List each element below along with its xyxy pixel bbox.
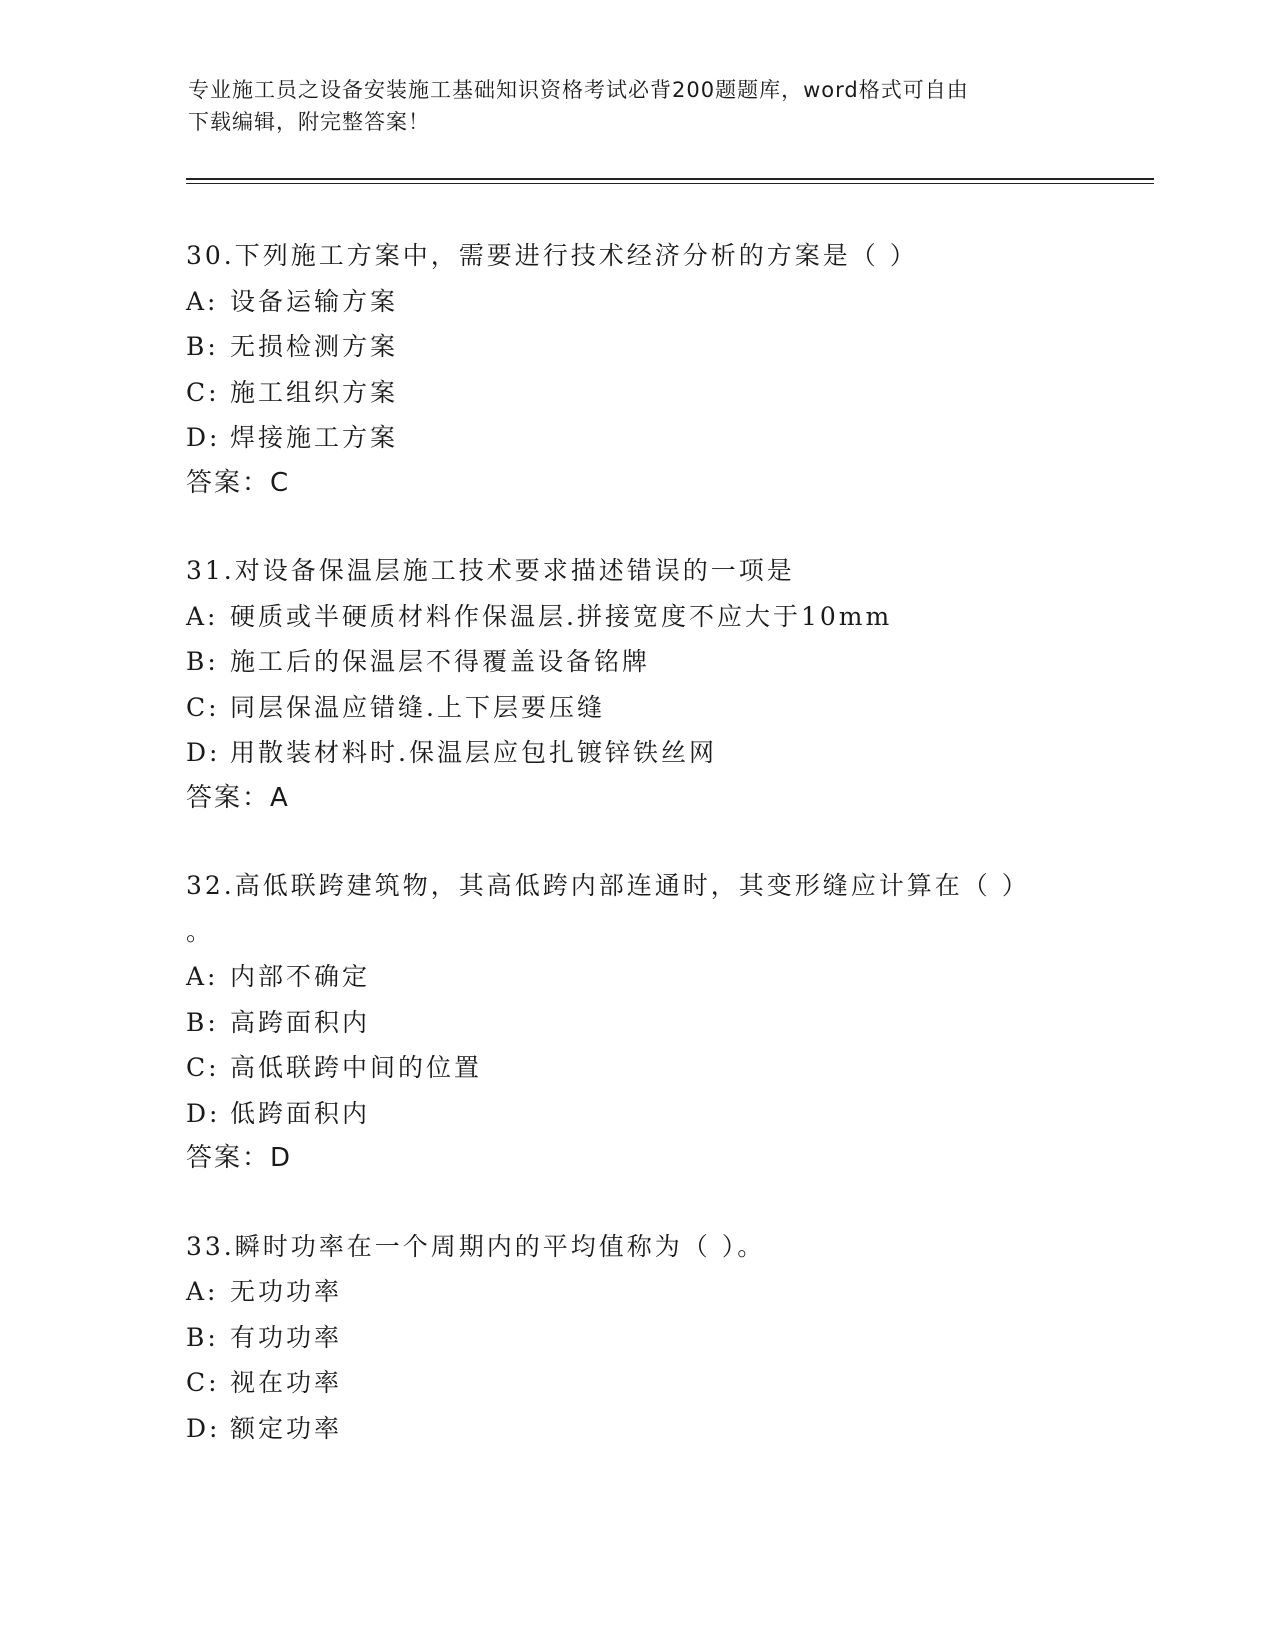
option-text: 硬质或半硬质材料作保温层.拼接宽度不应大于10mm (230, 601, 893, 631)
question-stem-continuation: 。 (186, 916, 215, 946)
option-key: D: (186, 1098, 221, 1128)
option-a (186, 954, 1146, 1000)
option-key: A: (186, 601, 219, 631)
option-key: C: (186, 377, 220, 407)
question-stem: 32.高低联跨建筑物，其高低跨内部连通时，其变形缝应计算在（ ） (186, 871, 1030, 900)
question-stem: 31.对设备保温层施工技术要求描述错误的一项是 (186, 556, 795, 585)
header-title-line-2: 下载编辑，附完整答案！ (188, 110, 430, 134)
question-stem: 30.下列施工方案中，需要进行技术经济分析的方案是（ ） (186, 241, 918, 270)
option-key: B: (186, 332, 219, 361)
option-key: A: (186, 286, 219, 316)
option-c (186, 1360, 1146, 1406)
option-text: 高跨面积内 (230, 1007, 371, 1037)
option-text: 无损检测方案 (230, 332, 399, 361)
option-text: 施工组织方案 (230, 377, 399, 407)
option-text: 内部不确定 (230, 962, 371, 991)
option-text: 用散装材料时.保温层应包扎镀锌铁丝网 (230, 738, 717, 767)
option-key: D: (186, 1413, 221, 1443)
answer-line: 答案：C (186, 467, 291, 498)
option-b (186, 324, 1146, 370)
option-a (186, 1269, 1146, 1315)
option-text: 同层保温应错缝.上下层要压缝 (230, 692, 605, 722)
option-c (186, 685, 1146, 731)
document-header (188, 74, 1088, 138)
option-b (186, 639, 1146, 685)
option-d (186, 1406, 1146, 1452)
option-text: 施工后的保温层不得覆盖设备铭牌 (230, 647, 651, 676)
option-b (186, 1000, 1146, 1046)
option-key: C: (186, 1053, 220, 1082)
option-d (186, 1091, 1146, 1137)
option-key: A: (186, 1277, 219, 1306)
question-32 (186, 863, 1146, 1182)
option-key: D: (186, 423, 221, 452)
option-text: 有功功率 (230, 1322, 343, 1352)
header-title-line-1: 专业施工员之设备安装施工基础知识资格考试必背200题题库，word格式可自由 (188, 78, 969, 102)
question-stem: 33.瞬时功率在一个周期内的平均值称为（ ）。 (186, 1231, 766, 1261)
answer-line: 答案：D (186, 1143, 293, 1173)
option-text: 低跨面积内 (230, 1098, 371, 1128)
option-a (186, 594, 1146, 640)
option-text: 视在功率 (230, 1368, 343, 1397)
question-31 (186, 548, 1146, 821)
header-divider-thin (186, 183, 1154, 184)
question-list (186, 233, 1146, 1493)
option-text: 设备运输方案 (230, 286, 399, 316)
option-c (186, 1045, 1146, 1091)
option-text: 焊接施工方案 (230, 423, 399, 452)
option-text: 额定功率 (230, 1413, 343, 1443)
option-key: C: (186, 1368, 220, 1397)
option-key: B: (186, 1007, 219, 1037)
option-d (186, 730, 1146, 776)
option-text: 无功功率 (230, 1277, 343, 1306)
answer-line: 答案：A (186, 782, 290, 813)
question-30 (186, 233, 1146, 506)
option-key: A: (186, 962, 219, 991)
option-key: D: (186, 738, 221, 767)
question-33 (186, 1224, 1146, 1452)
option-c (186, 370, 1146, 416)
header-divider-thick (186, 178, 1154, 180)
option-b (186, 1315, 1146, 1361)
option-d (186, 415, 1146, 461)
option-key: B: (186, 647, 219, 676)
option-key: C: (186, 692, 220, 722)
option-key: B: (186, 1322, 219, 1352)
option-a (186, 279, 1146, 325)
option-text: 高低联跨中间的位置 (230, 1053, 483, 1082)
